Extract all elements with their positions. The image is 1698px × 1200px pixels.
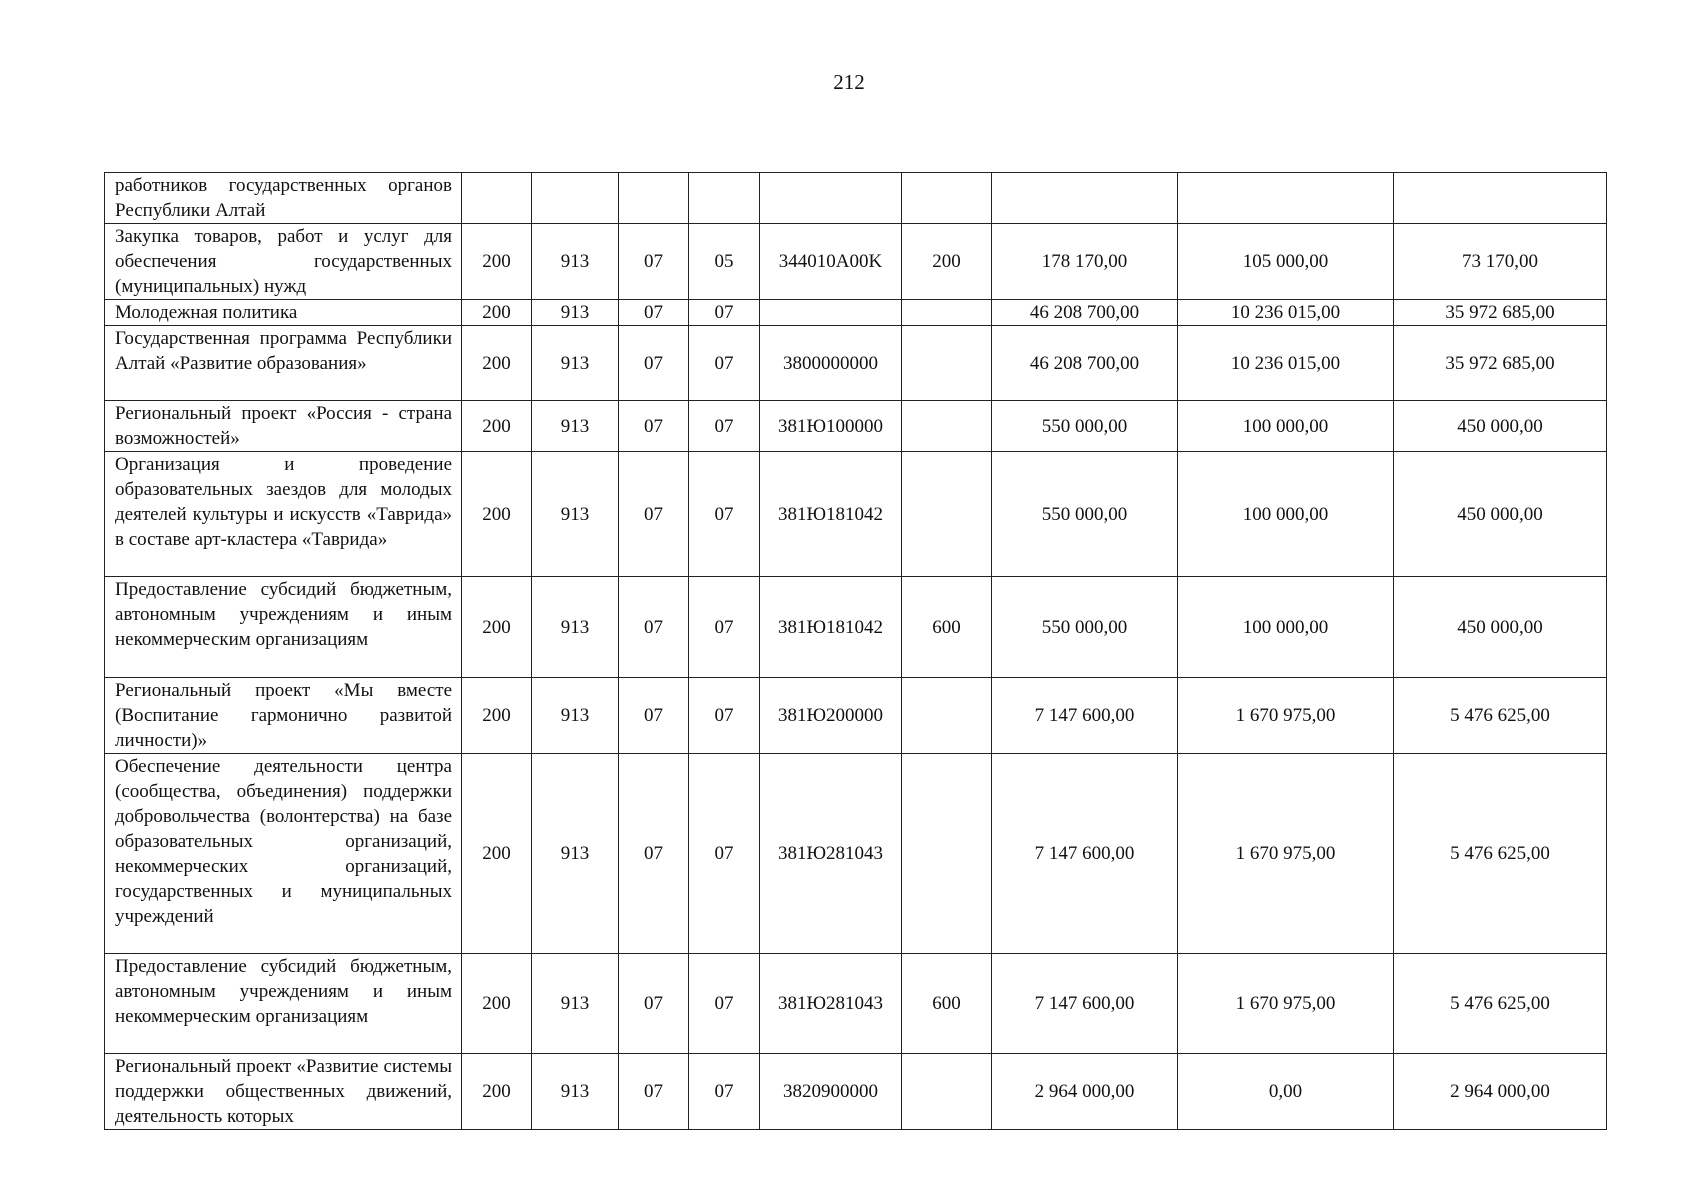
row-name: работников государственных органов Республики Алтай xyxy=(105,173,462,224)
code-cell: 200 xyxy=(462,326,532,401)
row-name: Предоставление субсидий бюджетным, автономным учреждениям и иным некоммерческим организациям xyxy=(105,954,462,1054)
amount-cell xyxy=(1394,173,1607,224)
code-cell: 200 xyxy=(902,224,992,300)
code-cell: 07 xyxy=(619,1054,689,1130)
code-cell: 381Ю200000 xyxy=(760,678,902,754)
code-cell: 07 xyxy=(619,577,689,678)
code-cell: 913 xyxy=(532,754,619,954)
table-row xyxy=(105,754,1607,954)
row-name: Предоставление субсидий бюджетным, автономным учреждениям и иным некоммерческим организациям xyxy=(105,577,462,678)
code-cell: 381Ю100000 xyxy=(760,401,902,452)
row-name: Региональный проект «Развитие системы поддержки общественных движений, деятельность которых xyxy=(105,1054,462,1130)
code-cell: 07 xyxy=(619,401,689,452)
table-row xyxy=(105,401,1607,452)
code-cell: 200 xyxy=(462,678,532,754)
code-cell: 07 xyxy=(689,300,760,326)
code-cell xyxy=(902,754,992,954)
amount-cell: 450 000,00 xyxy=(1394,452,1607,577)
code-cell: 07 xyxy=(619,300,689,326)
amount-cell: 5 476 625,00 xyxy=(1394,754,1607,954)
code-cell: 07 xyxy=(689,1054,760,1130)
code-cell xyxy=(902,300,992,326)
code-cell: 600 xyxy=(902,954,992,1054)
code-cell xyxy=(689,173,760,224)
code-cell: 913 xyxy=(532,300,619,326)
code-cell: 381Ю181042 xyxy=(760,452,902,577)
amount-cell: 105 000,00 xyxy=(1178,224,1394,300)
table-row xyxy=(105,224,1607,300)
amount-cell: 178 170,00 xyxy=(992,224,1178,300)
amount-cell: 35 972 685,00 xyxy=(1394,326,1607,401)
code-cell: 913 xyxy=(532,326,619,401)
code-cell xyxy=(902,326,992,401)
code-cell: 913 xyxy=(532,577,619,678)
amount-cell: 450 000,00 xyxy=(1394,577,1607,678)
code-cell: 07 xyxy=(689,678,760,754)
code-cell xyxy=(760,173,902,224)
code-cell: 913 xyxy=(532,452,619,577)
code-cell xyxy=(619,173,689,224)
table-row xyxy=(105,954,1607,1054)
code-cell: 07 xyxy=(689,577,760,678)
code-cell: 07 xyxy=(619,754,689,954)
row-name: Обеспечение деятельности центра (сообщества, объединения) поддержки добровольчества (волонтерства) на базе образовательных организаций, некоммерческих организаций, государственных и муниципальных учреждений xyxy=(105,754,462,954)
amount-cell: 7 147 600,00 xyxy=(992,754,1178,954)
code-cell: 3800000000 xyxy=(760,326,902,401)
amount-cell: 100 000,00 xyxy=(1178,401,1394,452)
code-cell: 07 xyxy=(619,452,689,577)
amount-cell: 46 208 700,00 xyxy=(992,326,1178,401)
amount-cell: 1 670 975,00 xyxy=(1178,678,1394,754)
amount-cell: 46 208 700,00 xyxy=(992,300,1178,326)
code-cell: 344010A00K xyxy=(760,224,902,300)
amount-cell: 1 670 975,00 xyxy=(1178,754,1394,954)
code-cell: 07 xyxy=(689,326,760,401)
code-cell: 200 xyxy=(462,577,532,678)
table-row xyxy=(105,326,1607,401)
amount-cell: 73 170,00 xyxy=(1394,224,1607,300)
amount-cell: 0,00 xyxy=(1178,1054,1394,1130)
code-cell: 200 xyxy=(462,954,532,1054)
code-cell: 200 xyxy=(462,300,532,326)
code-cell: 07 xyxy=(689,954,760,1054)
amount-cell: 5 476 625,00 xyxy=(1394,678,1607,754)
code-cell: 913 xyxy=(532,678,619,754)
amount-cell: 550 000,00 xyxy=(992,452,1178,577)
budget-table xyxy=(104,172,1607,1130)
amount-cell: 2 964 000,00 xyxy=(992,1054,1178,1130)
code-cell: 07 xyxy=(619,678,689,754)
code-cell: 913 xyxy=(532,1054,619,1130)
row-name: Организация и проведение образовательных заездов для молодых деятелей культуры и искусств «Таврида» в составе арт-кластера «Таврида» xyxy=(105,452,462,577)
code-cell xyxy=(462,173,532,224)
table-row xyxy=(105,678,1607,754)
amount-cell: 7 147 600,00 xyxy=(992,954,1178,1054)
code-cell xyxy=(532,173,619,224)
amount-cell: 7 147 600,00 xyxy=(992,678,1178,754)
amount-cell: 1 670 975,00 xyxy=(1178,954,1394,1054)
row-name: Молодежная политика xyxy=(105,300,462,326)
amount-cell: 450 000,00 xyxy=(1394,401,1607,452)
code-cell xyxy=(760,300,902,326)
code-cell: 913 xyxy=(532,954,619,1054)
code-cell: 913 xyxy=(532,401,619,452)
code-cell: 200 xyxy=(462,754,532,954)
code-cell: 200 xyxy=(462,401,532,452)
code-cell: 07 xyxy=(619,326,689,401)
table-row xyxy=(105,300,1607,326)
amount-cell: 35 972 685,00 xyxy=(1394,300,1607,326)
row-name: Государственная программа Республики Алтай «Развитие образования» xyxy=(105,326,462,401)
code-cell: 07 xyxy=(689,754,760,954)
code-cell: 07 xyxy=(619,954,689,1054)
code-cell: 381Ю281043 xyxy=(760,754,902,954)
amount-cell: 5 476 625,00 xyxy=(1394,954,1607,1054)
code-cell: 07 xyxy=(689,452,760,577)
table-row xyxy=(105,577,1607,678)
code-cell: 913 xyxy=(532,224,619,300)
code-cell: 381Ю281043 xyxy=(760,954,902,1054)
code-cell xyxy=(902,401,992,452)
page-number: 212 xyxy=(833,70,865,94)
amount-cell: 100 000,00 xyxy=(1178,577,1394,678)
row-name: Закупка товаров, работ и услуг для обеспечения государственных (муниципальных) нужд xyxy=(105,224,462,300)
amount-cell: 2 964 000,00 xyxy=(1394,1054,1607,1130)
amount-cell: 10 236 015,00 xyxy=(1178,300,1394,326)
row-name: Региональный проект «Мы вместе (Воспитание гармонично развитой личности)» xyxy=(105,678,462,754)
code-cell: 07 xyxy=(619,224,689,300)
table-row xyxy=(105,173,1607,224)
code-cell xyxy=(902,678,992,754)
code-cell xyxy=(902,173,992,224)
code-cell: 600 xyxy=(902,577,992,678)
amount-cell: 100 000,00 xyxy=(1178,452,1394,577)
amount-cell xyxy=(992,173,1178,224)
amount-cell xyxy=(1178,173,1394,224)
row-name: Региональный проект «Россия - страна возможностей» xyxy=(105,401,462,452)
code-cell: 381Ю181042 xyxy=(760,577,902,678)
amount-cell: 550 000,00 xyxy=(992,401,1178,452)
amount-cell: 10 236 015,00 xyxy=(1178,326,1394,401)
code-cell xyxy=(902,1054,992,1130)
code-cell: 3820900000 xyxy=(760,1054,902,1130)
code-cell: 200 xyxy=(462,224,532,300)
code-cell: 07 xyxy=(689,401,760,452)
code-cell xyxy=(902,452,992,577)
table-row xyxy=(105,452,1607,577)
table-row xyxy=(105,1054,1607,1130)
code-cell: 200 xyxy=(462,452,532,577)
code-cell: 05 xyxy=(689,224,760,300)
code-cell: 200 xyxy=(462,1054,532,1130)
amount-cell: 550 000,00 xyxy=(992,577,1178,678)
